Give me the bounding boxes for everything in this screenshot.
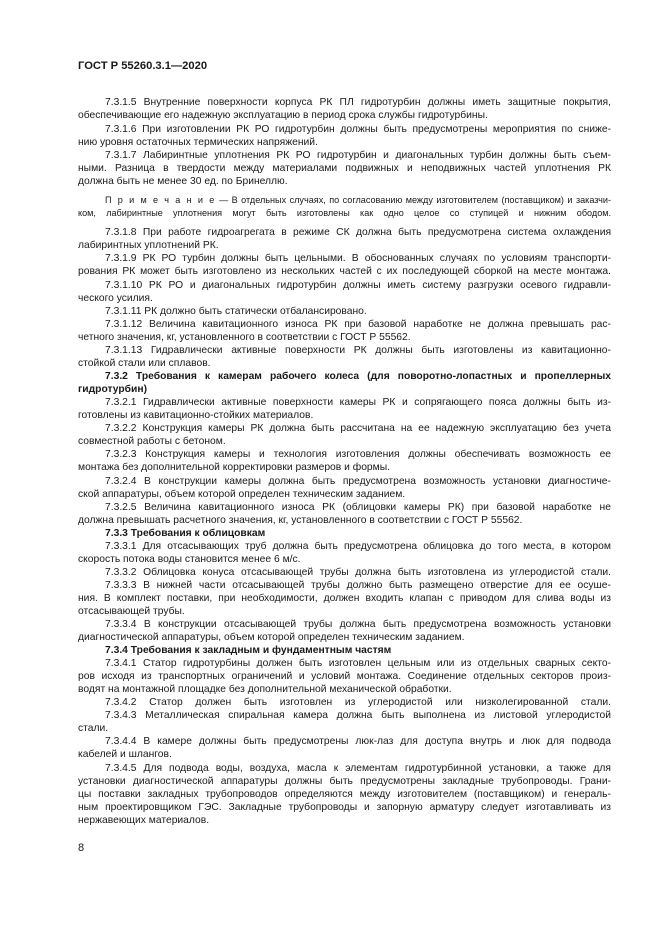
note-label: П р и м е ч а н и е xyxy=(105,195,216,205)
text-line-content: гидротурбин) xyxy=(78,384,147,395)
text-line-content: 7.3.2.5 Величина кавитационного износа РК (облицовки камеры РК) при базовой наработке не xyxy=(105,502,611,513)
text-line xyxy=(105,150,611,162)
text-line-content: 7.3.3 Требования к облицовкам xyxy=(105,528,266,539)
text-line xyxy=(78,137,318,149)
text-line-content: 7.3.1.13 Гидравлически активные поверхности РК должны быть изготовлены из кавитационно- xyxy=(105,345,611,356)
text-line-content: 7.3.2.3 Конструкция камеры и технология изготовления должны обеспечивать возможность ее xyxy=(105,449,612,460)
text-line xyxy=(78,749,172,761)
text-line-content: 7.3.1.8 При работе гидроагрегата в режиме СК должна быть предусмотрена система охлаждения xyxy=(105,227,612,238)
text-line xyxy=(105,97,611,109)
text-line-content: 7.3.2.4 В конструкции камеры должна быть предусмотрена возможность установки диагностиче- xyxy=(105,476,611,487)
text-line xyxy=(78,358,211,370)
text-line-content: 7.3.4 Требования к закладным и фундаментным частям xyxy=(105,645,392,656)
text-line xyxy=(105,194,611,206)
text-line xyxy=(105,319,611,331)
text-line xyxy=(78,240,219,252)
text-line-content: установки диагностической аппаратуры должны быть предусмотрены закладные трубопроводы. Грани- xyxy=(78,776,612,787)
text-line xyxy=(78,163,611,175)
text-line xyxy=(78,815,209,827)
text-line-content: 7.3.1.10 РК РО и диагональных гидротурбин должны иметь систему разгрузки осевого гидравли- xyxy=(105,280,612,291)
text-line xyxy=(105,227,611,239)
text-line xyxy=(105,280,611,292)
text-line xyxy=(105,124,611,136)
text-line xyxy=(105,697,611,709)
text-line xyxy=(78,554,301,566)
text-line-content: скорость потока воды становится менее 6 м/с. xyxy=(78,554,301,565)
text-line-content: 7.3.1.12 Величина кавитационного износа РК при базовой наработке не должна превышать рас- xyxy=(105,319,611,330)
text-line-content: 7.3.1.6 При изготовлении РК РО гидротурбин должны быть предусмотрены мероприятия по сниже- xyxy=(105,124,612,135)
text-line xyxy=(105,449,611,461)
text-line xyxy=(78,266,611,278)
text-line-content: нию уровня остаточных термических напряжений. xyxy=(78,137,318,148)
text-line xyxy=(78,332,411,344)
text-line-content: нержавеющих материалов. xyxy=(78,815,210,826)
text-line-content: 7.3.2.1 Гидравлически активные поверхности камеры РК и сопрягающего пояса должны быть из- xyxy=(105,397,612,408)
text-line xyxy=(78,207,611,219)
text-line xyxy=(105,763,611,775)
text-line-content: 7.3.3.1 Для отсасывающих труб должна быть предусмотрена облицовка до того места, в котором xyxy=(105,541,611,552)
page-number: 8 xyxy=(78,842,85,854)
text-line-content: 7.3.4.4 В камере должны быть предусмотрены люк-лаз для доступа внутрь и люк для подвода xyxy=(105,736,612,747)
text-line xyxy=(78,684,452,696)
text-line-content: готовлены из кавитационно-стойких материалов. xyxy=(78,410,314,421)
text-line-content: 7.3.4.3 Металлическая спиральная камера должна быть выполнена из листовой углеродистой xyxy=(105,710,612,721)
text-line-content: должна превышать расчетного значения, кг, установленного в соответствии с ГОСТ Р 55562. xyxy=(78,515,523,526)
text-line xyxy=(105,567,611,579)
text-line xyxy=(105,645,391,657)
text-line-content: монтажа без дополнительной корректировки размеров и формы. xyxy=(78,462,390,473)
text-line xyxy=(105,658,611,670)
text-line-content: стали. xyxy=(78,723,109,734)
text-line-content: водят на монтажной площадке без дополнительной механической обработки. xyxy=(78,684,452,695)
text-line-content: 7.3.4.5 Для подвода воды, воздуха, масла к элементам гидротурбинной установки, а также для xyxy=(105,763,611,774)
text-line xyxy=(78,489,405,501)
text-line xyxy=(105,397,611,409)
text-line-content: лабиринтных уплотнений РК. xyxy=(78,240,219,251)
text-line xyxy=(105,528,265,540)
text-line-content: обеспечивающие его надежную эксплуатацию в период срока службы гидротурбины. xyxy=(78,110,488,121)
text-line xyxy=(78,462,390,474)
text-line xyxy=(78,293,153,305)
text-line-content: 7.3.4.1 Статор гидротурбины должен быть изготовлен цельным или из отдельных сварных секто- xyxy=(105,658,612,669)
text-line-content: ния. В комплект поставки, при необходимости, должен входить клапан с приводом для слива воды из xyxy=(78,593,611,604)
text-line-content: 7.3.3.4 В конструкции отсасывающей трубы должна быть предусмотрена возможность установки xyxy=(105,619,611,630)
text-line xyxy=(105,736,611,748)
text-line xyxy=(78,110,488,122)
text-line-content: ком, лабиринтные уплотнения могут быть изготовлены как одно целое со ступицей и нижним ободом. xyxy=(78,208,612,218)
text-line-content: цы поставки закладных трубопроводов определяются между изготовителем (поставщиком) и генераль- xyxy=(78,789,611,800)
text-line xyxy=(105,580,611,592)
text-line xyxy=(105,371,611,383)
text-line xyxy=(78,593,611,605)
text-line-content: 7.3.3.2 Облицовка конуса отсасывающей трубы должна быть изготовлена из углеродистой стали. xyxy=(105,567,612,578)
text-line xyxy=(78,632,465,644)
text-line xyxy=(105,423,611,435)
text-line xyxy=(105,476,611,488)
text-line xyxy=(105,345,611,357)
text-line-content: ров исходя из транспортных ограничений и условий монтажа. Соединение отдельных секторов произ- xyxy=(78,671,612,682)
text-line-content: 7.3.1.9 РК РО турбин должны быть цельными. В обоснованных случаях по условиям транспорти- xyxy=(105,253,612,264)
text-line xyxy=(78,515,522,527)
text-line xyxy=(78,410,313,422)
text-line-content: ным проектировщиком ГЭС. Закладные трубопроводы и запорную арматуру следует изготавливать из xyxy=(78,802,611,813)
text-line xyxy=(105,619,611,631)
text-line xyxy=(105,253,611,265)
text-line xyxy=(78,671,611,683)
text-line-content: 7.3.1.7 Лабиринтные уплотнения РК РО гидротурбин и диагональных турбин должны быть съем- xyxy=(105,150,611,161)
text-line-content: рования РК может быть изготовлено из нескольких частей с их последующей сборкой на месте монтажа. xyxy=(78,266,612,277)
text-line xyxy=(78,176,288,188)
text-line-content: 7.3.3.3 В нижней части отсасывающей трубы должно быть размещено отверстие для ее осуше- xyxy=(105,580,611,591)
text-line xyxy=(105,541,611,553)
text-line xyxy=(105,502,611,514)
document-header: ГОСТ Р 55260.3.1—2020 xyxy=(78,60,208,72)
text-line-content: — В отдельных случаях, по согласованию между изготовителем (поставщиком) и заказчи- xyxy=(215,195,612,205)
text-line-content: кабелей и шлангов. xyxy=(78,749,172,760)
text-line-content: ческого усилия. xyxy=(78,293,153,304)
text-line-content: совместной работы с бетоном. xyxy=(78,436,226,447)
text-line xyxy=(105,306,367,318)
text-line-content: отсасывающей трубы. xyxy=(78,606,185,617)
text-line xyxy=(78,723,108,735)
text-line xyxy=(78,606,185,618)
text-line-content: должна быть не менее 30 ед. по Бринеллю. xyxy=(78,176,288,187)
text-line-content: 7.3.2.2 Конструкция камеры РК должна быть рассчитана на ее надежную эксплуатацию без учета xyxy=(105,423,612,434)
text-line xyxy=(78,802,611,814)
text-line-content: стойкой стали или сплавов. xyxy=(78,358,211,369)
text-line xyxy=(78,776,611,788)
text-line xyxy=(105,710,611,722)
text-line-content: диагностической аппаратуры, объем которой определен техническим заданием. xyxy=(78,632,465,643)
text-line-content: 7.3.1.11 РК должно быть статически отбалансировано. xyxy=(105,306,367,317)
text-line-content: ской аппаратуры, объем которой определен техническим заданием. xyxy=(78,489,406,500)
text-line xyxy=(78,789,611,801)
text-line xyxy=(78,436,226,448)
text-line-content: 7.3.1.5 Внутренние поверхности корпуса РК ПЛ гидротурбин должны иметь защитные покрытия, xyxy=(105,97,611,108)
text-line-content: 7.3.4.2 Статор должен быть изготовлен из углеродистой или низколегированной стали. xyxy=(105,697,611,708)
text-line-content: ными. Разница в твердости между материалами подвижных и неподвижных частей уплотнения РК xyxy=(78,163,612,174)
text-line-content: четного значения, кг, установленного в соответствии с ГОСТ Р 55562. xyxy=(78,332,411,343)
text-line xyxy=(78,384,147,396)
text-line-content: 7.3.2 Требования к камерам рабочего колеса (для поворотно-лопастных и пропеллерных xyxy=(105,371,612,382)
